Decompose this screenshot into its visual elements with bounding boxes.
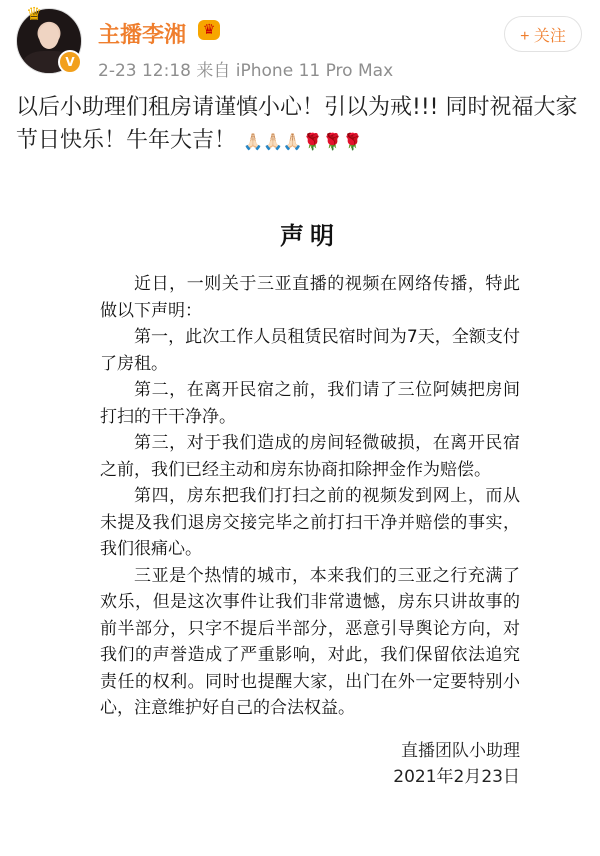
signature-date: 2021年2月23日 bbox=[393, 767, 520, 788]
follow-button[interactable]: + 关注 bbox=[504, 16, 582, 52]
vip-crown-icon: ♛ bbox=[198, 20, 220, 40]
username[interactable]: 主播李湘 bbox=[98, 23, 187, 48]
post-header bbox=[0, 0, 600, 90]
statement-paragraph: 第四，房东把我们打扫之前的视频发到网上，而从未提及我们退房交接完毕之前打扫干净并赔偿的事实，我们很痛心。 bbox=[100, 486, 520, 560]
statement-paragraph: 三亚是个热情的城市，本来我们的三亚之行充满了欢乐，但是这次事件让我们非常遗憾，房东只讲故事的前半部分，只字不提后半部分，恶意引导舆论方向，对我们的声誉造成了严重影响，对此，我们保留依法追究责任的权利。同时也提醒大家，出门在外一定要特别小心，注意维护好自己的合法权益。 bbox=[100, 565, 520, 719]
crown-icon: ♛ bbox=[26, 4, 43, 25]
avatar-face bbox=[39, 23, 59, 49]
signature-name: 直播团队小助理 bbox=[401, 740, 520, 761]
statement-title: 声明 bbox=[280, 222, 340, 250]
statement-paragraph: 第三，对于我们造成的房间轻微破损，在离开民宿之前，我们已经主动和房东协商扣除押金作为赔偿。 bbox=[100, 433, 520, 480]
post-meta: 2-23 12:18 来自 iPhone 11 Pro Max bbox=[98, 61, 394, 81]
verified-badge-icon: V bbox=[58, 50, 82, 74]
statement-paragraph: 近日，一则关于三亚直播的视频在网络传播，特此做以下声明： bbox=[100, 274, 520, 321]
statement-signature bbox=[100, 738, 520, 791]
post-body: 以后小助理们租房请谨慎小心！引以为戒!!! 同时祝福大家节日快乐！牛年大吉！ bbox=[16, 95, 578, 153]
emoji-sequence: 🙏🏻🙏🏻🙏🏻🌹🌹🌹 bbox=[243, 131, 363, 151]
statement-paragraph: 第一，此次工作人员租赁民宿时间为7天，全额支付了房租。 bbox=[100, 327, 520, 374]
avatar[interactable] bbox=[16, 4, 82, 74]
post-text bbox=[16, 92, 586, 157]
statement-body bbox=[100, 271, 520, 722]
statement-paragraph: 第二，在离开民宿之前，我们请了三位阿姨把房间打扫的干干净净。 bbox=[100, 380, 520, 427]
statement-image[interactable] bbox=[100, 216, 520, 836]
